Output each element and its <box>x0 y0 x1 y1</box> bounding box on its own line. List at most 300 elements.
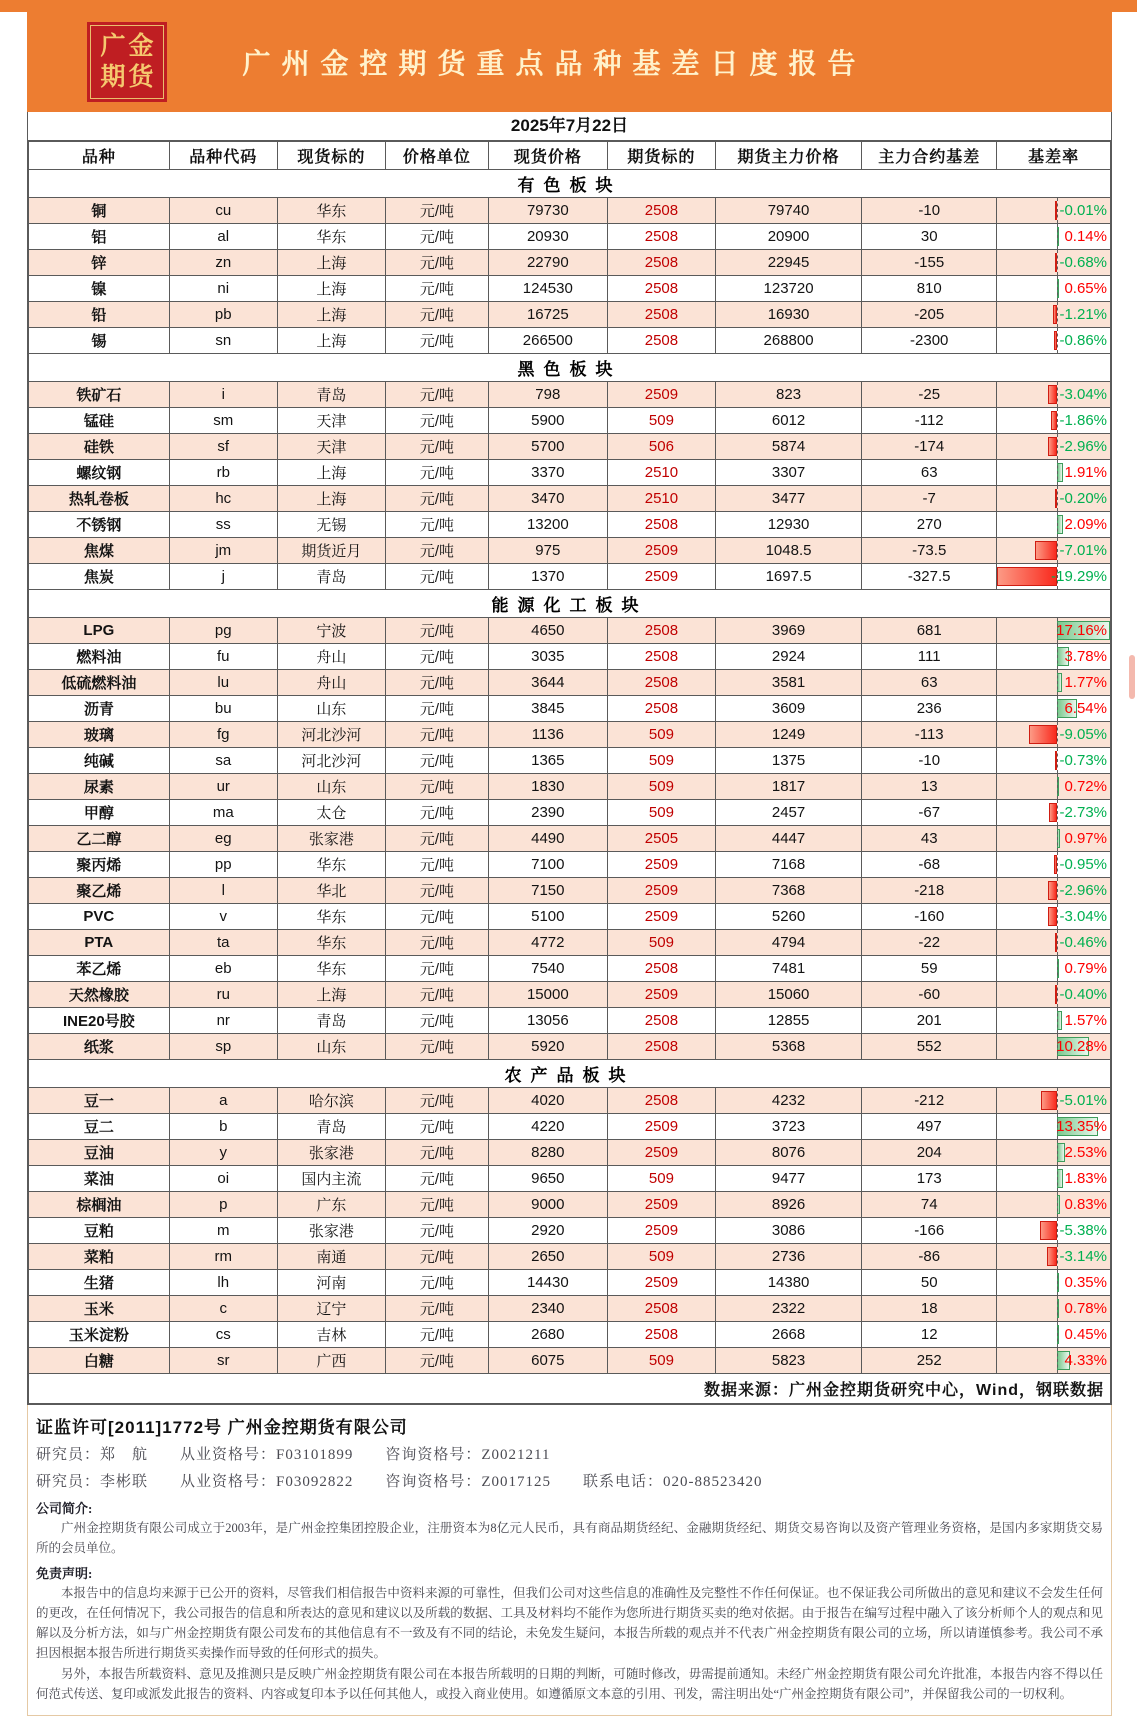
cell-variety: 燃料油 <box>29 644 170 670</box>
cell-variety: 豆油 <box>29 1140 170 1166</box>
col-header-0: 品种 <box>29 142 170 170</box>
cell-spot-price: 3845 <box>488 696 607 722</box>
cell-futures-main-price: 8926 <box>716 1192 862 1218</box>
cell-basis-rate <box>997 1218 1111 1244</box>
basis-rate-value: 0.79% <box>1064 960 1107 977</box>
cell-futures-main-price: 3723 <box>716 1114 862 1140</box>
table-row <box>29 1034 1111 1060</box>
cell-spot-target: 广东 <box>277 1192 385 1218</box>
cell-futures-main-price: 3581 <box>716 670 862 696</box>
cell-code: eg <box>169 826 277 852</box>
section-row-nonferrous <box>29 170 1111 198</box>
section-row-agriculture <box>29 1060 1111 1088</box>
cell-main-contract-basis: -22 <box>862 930 997 956</box>
cell-price-unit: 元/吨 <box>386 250 489 276</box>
cell-spot-target: 上海 <box>277 982 385 1008</box>
cell-basis-rate <box>997 696 1111 722</box>
table-row <box>29 1296 1111 1322</box>
cell-main-contract-basis: -2300 <box>862 328 997 354</box>
cell-spot-price: 1365 <box>488 748 607 774</box>
cell-futures-contract: 509 <box>607 930 715 956</box>
cell-spot-price: 13056 <box>488 1008 607 1034</box>
cell-basis-rate <box>997 1166 1111 1192</box>
cell-spot-price: 7150 <box>488 878 607 904</box>
cell-main-contract-basis: 111 <box>862 644 997 670</box>
cell-code: ru <box>169 982 277 1008</box>
cell-spot-target: 张家港 <box>277 1218 385 1244</box>
col-header-5: 期货标的 <box>607 142 715 170</box>
cell-spot-price: 2920 <box>488 1218 607 1244</box>
cell-price-unit: 元/吨 <box>386 460 489 486</box>
cell-spot-price: 3035 <box>488 644 607 670</box>
table-row <box>29 1166 1111 1192</box>
basis-rate-value: 1.83% <box>1064 1170 1107 1187</box>
cell-main-contract-basis: -112 <box>862 408 997 434</box>
scrollbar-thumb[interactable] <box>1129 655 1135 699</box>
cell-basis-rate <box>997 198 1111 224</box>
table-row <box>29 1348 1111 1374</box>
basis-rate-value: -3.04% <box>1059 908 1107 925</box>
cell-variety: 焦煤 <box>29 538 170 564</box>
cell-futures-main-price: 2924 <box>716 644 862 670</box>
cell-main-contract-basis: 252 <box>862 1348 997 1374</box>
cell-futures-contract: 2509 <box>607 1218 715 1244</box>
cell-futures-contract: 2508 <box>607 670 715 696</box>
cell-basis-rate <box>997 564 1111 590</box>
cell-basis-rate <box>997 852 1111 878</box>
cell-price-unit: 元/吨 <box>386 486 489 512</box>
cell-futures-main-price: 12855 <box>716 1008 862 1034</box>
cell-main-contract-basis: 204 <box>862 1140 997 1166</box>
cell-basis-rate <box>997 250 1111 276</box>
cell-spot-price: 3370 <box>488 460 607 486</box>
table-row <box>29 670 1111 696</box>
cell-price-unit: 元/吨 <box>386 852 489 878</box>
cell-code: ur <box>169 774 277 800</box>
table-row <box>29 982 1111 1008</box>
cell-variety: 玉米 <box>29 1296 170 1322</box>
cell-main-contract-basis: 12 <box>862 1322 997 1348</box>
col-header-7: 主力合约基差 <box>862 142 997 170</box>
cell-spot-price: 9650 <box>488 1166 607 1192</box>
cell-basis-rate <box>997 878 1111 904</box>
cell-spot-price: 4020 <box>488 1088 607 1114</box>
cell-code: ss <box>169 512 277 538</box>
cell-futures-contract: 509 <box>607 774 715 800</box>
basis-rate-value: 0.72% <box>1064 778 1107 795</box>
cell-main-contract-basis: 270 <box>862 512 997 538</box>
cell-main-contract-basis: -327.5 <box>862 564 997 590</box>
cell-spot-price: 124530 <box>488 276 607 302</box>
data-bar-axis <box>1057 1348 1058 1373</box>
data-bar-axis <box>1057 670 1058 695</box>
cell-price-unit: 元/吨 <box>386 1244 489 1270</box>
basis-rate-value: -0.01% <box>1059 202 1107 219</box>
cell-futures-contract: 2509 <box>607 1140 715 1166</box>
cell-futures-main-price: 3477 <box>716 486 862 512</box>
basis-rate-value: 0.35% <box>1064 1274 1107 1291</box>
cell-code: sf <box>169 434 277 460</box>
col-header-1: 品种代码 <box>169 142 277 170</box>
cell-futures-contract: 2508 <box>607 1322 715 1348</box>
cell-price-unit: 元/吨 <box>386 1008 489 1034</box>
cell-futures-contract: 2509 <box>607 878 715 904</box>
data-bar-axis <box>1057 198 1058 223</box>
cell-code: zn <box>169 250 277 276</box>
cell-futures-contract: 2509 <box>607 382 715 408</box>
basis-rate-value: -0.46% <box>1059 934 1107 951</box>
cell-spot-target: 山东 <box>277 774 385 800</box>
col-header-6: 期货主力价格 <box>716 142 862 170</box>
data-bar-axis <box>1057 1008 1058 1033</box>
data-bar-axis <box>1057 748 1058 773</box>
basis-rate-value: -3.14% <box>1059 1248 1107 1265</box>
cell-variety: 螺纹钢 <box>29 460 170 486</box>
negative-data-bar <box>1035 541 1057 560</box>
cell-variety: PTA <box>29 930 170 956</box>
cell-code: ni <box>169 276 277 302</box>
report-title: 广州金控期货重点品种基差日度报告 <box>242 48 867 79</box>
cell-variety: INE20号胶 <box>29 1008 170 1034</box>
cell-futures-main-price: 5874 <box>716 434 862 460</box>
table-row <box>29 198 1111 224</box>
cell-futures-contract: 2509 <box>607 852 715 878</box>
cell-price-unit: 元/吨 <box>386 1088 489 1114</box>
cell-variety: 豆二 <box>29 1114 170 1140</box>
cell-futures-main-price: 8076 <box>716 1140 862 1166</box>
cell-main-contract-basis: 74 <box>862 1192 997 1218</box>
cell-price-unit: 元/吨 <box>386 198 489 224</box>
data-bar-axis <box>1057 512 1058 537</box>
basis-rate-value: -0.40% <box>1059 986 1107 1003</box>
cell-futures-contract: 509 <box>607 408 715 434</box>
cell-price-unit: 元/吨 <box>386 904 489 930</box>
cell-futures-contract: 2508 <box>607 618 715 644</box>
footer-box <box>27 1405 1112 1716</box>
cell-code: rm <box>169 1244 277 1270</box>
cell-main-contract-basis: 810 <box>862 276 997 302</box>
cell-spot-target: 哈尔滨 <box>277 1088 385 1114</box>
table-row <box>29 302 1111 328</box>
cell-main-contract-basis: 18 <box>862 1296 997 1322</box>
negative-data-bar <box>997 567 1057 586</box>
cell-basis-rate <box>997 618 1111 644</box>
cell-futures-main-price: 14380 <box>716 1270 862 1296</box>
cell-spot-target: 国内主流 <box>277 1166 385 1192</box>
cell-main-contract-basis: 13 <box>862 774 997 800</box>
cell-futures-contract: 509 <box>607 1166 715 1192</box>
cell-spot-price: 5100 <box>488 904 607 930</box>
cell-main-contract-basis: -73.5 <box>862 538 997 564</box>
basis-rate-value: -0.86% <box>1059 332 1107 349</box>
basis-rate-value: 2.53% <box>1064 1144 1107 1161</box>
basis-rate-value: -1.21% <box>1059 306 1107 323</box>
table-row <box>29 618 1111 644</box>
cell-price-unit: 元/吨 <box>386 1140 489 1166</box>
cell-futures-main-price: 1697.5 <box>716 564 862 590</box>
cell-variety: 豆粕 <box>29 1218 170 1244</box>
basis-rate-value: 0.65% <box>1064 280 1107 297</box>
cell-main-contract-basis: -218 <box>862 878 997 904</box>
cell-futures-contract: 2508 <box>607 1034 715 1060</box>
company-intro-label: 公司简介: <box>36 1501 93 1516</box>
cell-futures-contract: 2508 <box>607 250 715 276</box>
cell-price-unit: 元/吨 <box>386 956 489 982</box>
basis-rate-value: -1.86% <box>1059 412 1107 429</box>
cell-futures-main-price: 2322 <box>716 1296 862 1322</box>
col-header-2: 现货标的 <box>277 142 385 170</box>
cell-basis-rate <box>997 382 1111 408</box>
cell-futures-contract: 2508 <box>607 1008 715 1034</box>
table-row <box>29 250 1111 276</box>
data-bar-axis <box>1057 904 1058 929</box>
license-line: 证监许可[2011]1772号 广州金控期货有限公司 <box>36 1418 408 1437</box>
data-bar-axis <box>1057 1270 1058 1295</box>
section-row-energy-chem <box>29 590 1111 618</box>
cell-spot-price: 13200 <box>488 512 607 538</box>
cell-basis-rate <box>997 1034 1111 1060</box>
cell-futures-main-price: 20900 <box>716 224 862 250</box>
cell-main-contract-basis: -212 <box>862 1088 997 1114</box>
cell-futures-main-price: 5823 <box>716 1348 862 1374</box>
cell-futures-contract: 506 <box>607 434 715 460</box>
logo-line-2: 期货 <box>100 63 157 91</box>
table-row <box>29 748 1111 774</box>
cell-spot-target: 河北沙河 <box>277 748 385 774</box>
cell-price-unit: 元/吨 <box>386 1218 489 1244</box>
negative-data-bar <box>1048 437 1057 456</box>
cell-spot-target: 山东 <box>277 1034 385 1060</box>
cell-variety: 硅铁 <box>29 434 170 460</box>
cell-variety: 锰硅 <box>29 408 170 434</box>
cell-futures-contract: 2508 <box>607 328 715 354</box>
cell-futures-main-price: 5260 <box>716 904 862 930</box>
company-intro-text: 广州金控期货有限公司成立于2003年，是广州金控集团控股企业，注册资本为8亿元人民币，具有商品期货经纪、金融期货经纪、期货交易咨询以及资产管理业务资格，是国内多家期货交易所的会员单位。 <box>36 1521 1103 1555</box>
cell-basis-rate <box>997 538 1111 564</box>
cell-code: c <box>169 1296 277 1322</box>
cell-futures-main-price: 1249 <box>716 722 862 748</box>
researcher-line-1: 研究员：郑 航 从业资格号：F03101899 咨询资格号：Z0021211 <box>36 1447 551 1463</box>
data-bar-axis <box>1057 696 1058 721</box>
disclaimer-label: 免责声明: <box>36 1566 93 1581</box>
cell-code: i <box>169 382 277 408</box>
cell-spot-price: 22790 <box>488 250 607 276</box>
table-row <box>29 1088 1111 1114</box>
cell-spot-target: 上海 <box>277 328 385 354</box>
cell-spot-target: 舟山 <box>277 644 385 670</box>
cell-code: oi <box>169 1166 277 1192</box>
cell-futures-contract: 2509 <box>607 564 715 590</box>
cell-price-unit: 元/吨 <box>386 224 489 250</box>
cell-code: p <box>169 1192 277 1218</box>
cell-code: rb <box>169 460 277 486</box>
cell-variety: 白糖 <box>29 1348 170 1374</box>
disclaimer-para-1: 本报告中的信息均来源于已公开的资料，尽管我们相信报告中资料来源的可靠性，但我们公司对这些信息的准确性及完整性不作任何保证。也不保证我公司所做出的意见和建议不会发生任何的更改，在任何情况下，我公司报告的信息和所表达的意见和建议以及所载的数据、工具及材料均不能作为您所进行期货买卖的绝对依据。由于报告在编写过程中融入了该分析师个人的观点和见解以及分析方法，如与广州金控期货有限公司发布的其他信息有不一致及有不同的结论，未免发生疑问，本报告所载的观点并不代表广州金控期货有限公司的立场，所以请谨慎参考。我公司不承担因根据本报告所进行期货买卖操作而导致的任何形式的损失。 <box>36 1586 1103 1660</box>
table-row <box>29 538 1111 564</box>
basis-rate-value: -0.73% <box>1059 752 1107 769</box>
cell-variety: 棕榈油 <box>29 1192 170 1218</box>
cell-spot-target: 天津 <box>277 434 385 460</box>
data-bar-axis <box>1057 930 1058 955</box>
cell-price-unit: 元/吨 <box>386 800 489 826</box>
cell-code: lh <box>169 1270 277 1296</box>
cell-spot-price: 6075 <box>488 1348 607 1374</box>
basis-rate-value: 1.57% <box>1064 1012 1107 1029</box>
cell-code: l <box>169 878 277 904</box>
cell-variety: 玻璃 <box>29 722 170 748</box>
data-bar-axis <box>1057 878 1058 903</box>
cell-main-contract-basis: 552 <box>862 1034 997 1060</box>
logo-line-1: 广金 <box>100 32 157 60</box>
cell-main-contract-basis: -10 <box>862 748 997 774</box>
cell-spot-target: 张家港 <box>277 826 385 852</box>
cell-code: jm <box>169 538 277 564</box>
cell-spot-target: 无锡 <box>277 512 385 538</box>
cell-basis-rate <box>997 774 1111 800</box>
cell-futures-main-price: 268800 <box>716 328 862 354</box>
cell-futures-contract: 2509 <box>607 982 715 1008</box>
cell-basis-rate <box>997 328 1111 354</box>
cell-basis-rate <box>997 1008 1111 1034</box>
cell-basis-rate <box>997 1192 1111 1218</box>
data-bar-axis <box>1057 486 1058 511</box>
cell-code: pp <box>169 852 277 878</box>
table-row <box>29 1322 1111 1348</box>
cell-spot-target: 上海 <box>277 302 385 328</box>
cell-variety: 聚丙烯 <box>29 852 170 878</box>
data-bar-axis <box>1057 1218 1058 1243</box>
cell-futures-main-price: 5368 <box>716 1034 862 1060</box>
cell-basis-rate <box>997 434 1111 460</box>
data-bar-axis <box>1057 328 1058 353</box>
basis-rate-value: 3.78% <box>1064 648 1107 665</box>
cell-code: sr <box>169 1348 277 1374</box>
cell-code: pb <box>169 302 277 328</box>
data-bar-axis <box>1057 1088 1058 1113</box>
cell-main-contract-basis: 497 <box>862 1114 997 1140</box>
basis-rate-value: 4.33% <box>1064 1352 1107 1369</box>
cell-basis-rate <box>997 826 1111 852</box>
table-row <box>29 696 1111 722</box>
cell-futures-main-price: 22945 <box>716 250 862 276</box>
cell-spot-target: 华北 <box>277 878 385 904</box>
cell-main-contract-basis: -174 <box>862 434 997 460</box>
cell-variety: PVC <box>29 904 170 930</box>
table-row <box>29 930 1111 956</box>
cell-spot-target: 吉林 <box>277 1322 385 1348</box>
cell-main-contract-basis: -67 <box>862 800 997 826</box>
cell-variety: 纸浆 <box>29 1034 170 1060</box>
cell-futures-contract: 509 <box>607 1348 715 1374</box>
negative-data-bar <box>1041 1091 1056 1110</box>
cell-spot-target: 青岛 <box>277 1114 385 1140</box>
cell-spot-price: 1370 <box>488 564 607 590</box>
table-row <box>29 486 1111 512</box>
cell-main-contract-basis: 30 <box>862 224 997 250</box>
data-bar-axis <box>1057 460 1058 485</box>
cell-futures-main-price: 7481 <box>716 956 862 982</box>
cell-variety: 纯碱 <box>29 748 170 774</box>
cell-code: eb <box>169 956 277 982</box>
cell-basis-rate <box>997 800 1111 826</box>
cell-price-unit: 元/吨 <box>386 1166 489 1192</box>
cell-spot-price: 266500 <box>488 328 607 354</box>
cell-variety: 焦炭 <box>29 564 170 590</box>
cell-spot-target: 张家港 <box>277 1140 385 1166</box>
cell-spot-price: 1136 <box>488 722 607 748</box>
data-bar-axis <box>1057 800 1058 825</box>
cell-basis-rate <box>997 302 1111 328</box>
basis-rate-value: 0.45% <box>1064 1326 1107 1343</box>
cell-basis-rate <box>997 722 1111 748</box>
table-row <box>29 460 1111 486</box>
cell-spot-target: 山东 <box>277 696 385 722</box>
data-bar-axis <box>1057 224 1058 249</box>
cell-futures-main-price: 3086 <box>716 1218 862 1244</box>
basis-rate-value: -0.68% <box>1059 254 1107 271</box>
cell-basis-rate <box>997 408 1111 434</box>
table-row <box>29 1114 1111 1140</box>
column-header-row <box>29 142 1111 170</box>
cell-main-contract-basis: -155 <box>862 250 997 276</box>
cell-spot-target: 太仓 <box>277 800 385 826</box>
data-bar-axis <box>1057 1296 1058 1321</box>
cell-futures-main-price: 823 <box>716 382 862 408</box>
data-bar-axis <box>1057 826 1058 851</box>
cell-code: bu <box>169 696 277 722</box>
negative-data-bar <box>1047 1247 1057 1266</box>
cell-spot-target: 宁波 <box>277 618 385 644</box>
cell-main-contract-basis: 59 <box>862 956 997 982</box>
cell-code: fu <box>169 644 277 670</box>
basis-rate-value: 0.97% <box>1064 830 1107 847</box>
basis-table-body <box>29 170 1111 1374</box>
cell-futures-contract: 2505 <box>607 826 715 852</box>
cell-code: al <box>169 224 277 250</box>
cell-main-contract-basis: 63 <box>862 460 997 486</box>
table-row <box>29 956 1111 982</box>
cell-code: m <box>169 1218 277 1244</box>
cell-price-unit: 元/吨 <box>386 408 489 434</box>
cell-price-unit: 元/吨 <box>386 982 489 1008</box>
cell-spot-price: 4490 <box>488 826 607 852</box>
table-row <box>29 878 1111 904</box>
table-row <box>29 564 1111 590</box>
cell-main-contract-basis: 681 <box>862 618 997 644</box>
cell-futures-main-price: 3609 <box>716 696 862 722</box>
cell-price-unit: 元/吨 <box>386 512 489 538</box>
cell-main-contract-basis: -25 <box>862 382 997 408</box>
cell-price-unit: 元/吨 <box>386 1270 489 1296</box>
cell-spot-price: 16725 <box>488 302 607 328</box>
cell-basis-rate <box>997 1088 1111 1114</box>
cell-futures-contract: 2508 <box>607 512 715 538</box>
cell-variety: 低硫燃料油 <box>29 670 170 696</box>
basis-rate-value: 1.77% <box>1064 674 1107 691</box>
cell-futures-contract: 509 <box>607 722 715 748</box>
cell-code: j <box>169 564 277 590</box>
cell-futures-contract: 2508 <box>607 224 715 250</box>
cell-spot-target: 华东 <box>277 930 385 956</box>
cell-futures-main-price: 4447 <box>716 826 862 852</box>
cell-futures-main-price: 2457 <box>716 800 862 826</box>
cell-main-contract-basis: 63 <box>862 670 997 696</box>
cell-spot-price: 20930 <box>488 224 607 250</box>
cell-code: sm <box>169 408 277 434</box>
cell-futures-contract: 509 <box>607 800 715 826</box>
cell-variety: 天然橡胶 <box>29 982 170 1008</box>
table-row <box>29 1008 1111 1034</box>
